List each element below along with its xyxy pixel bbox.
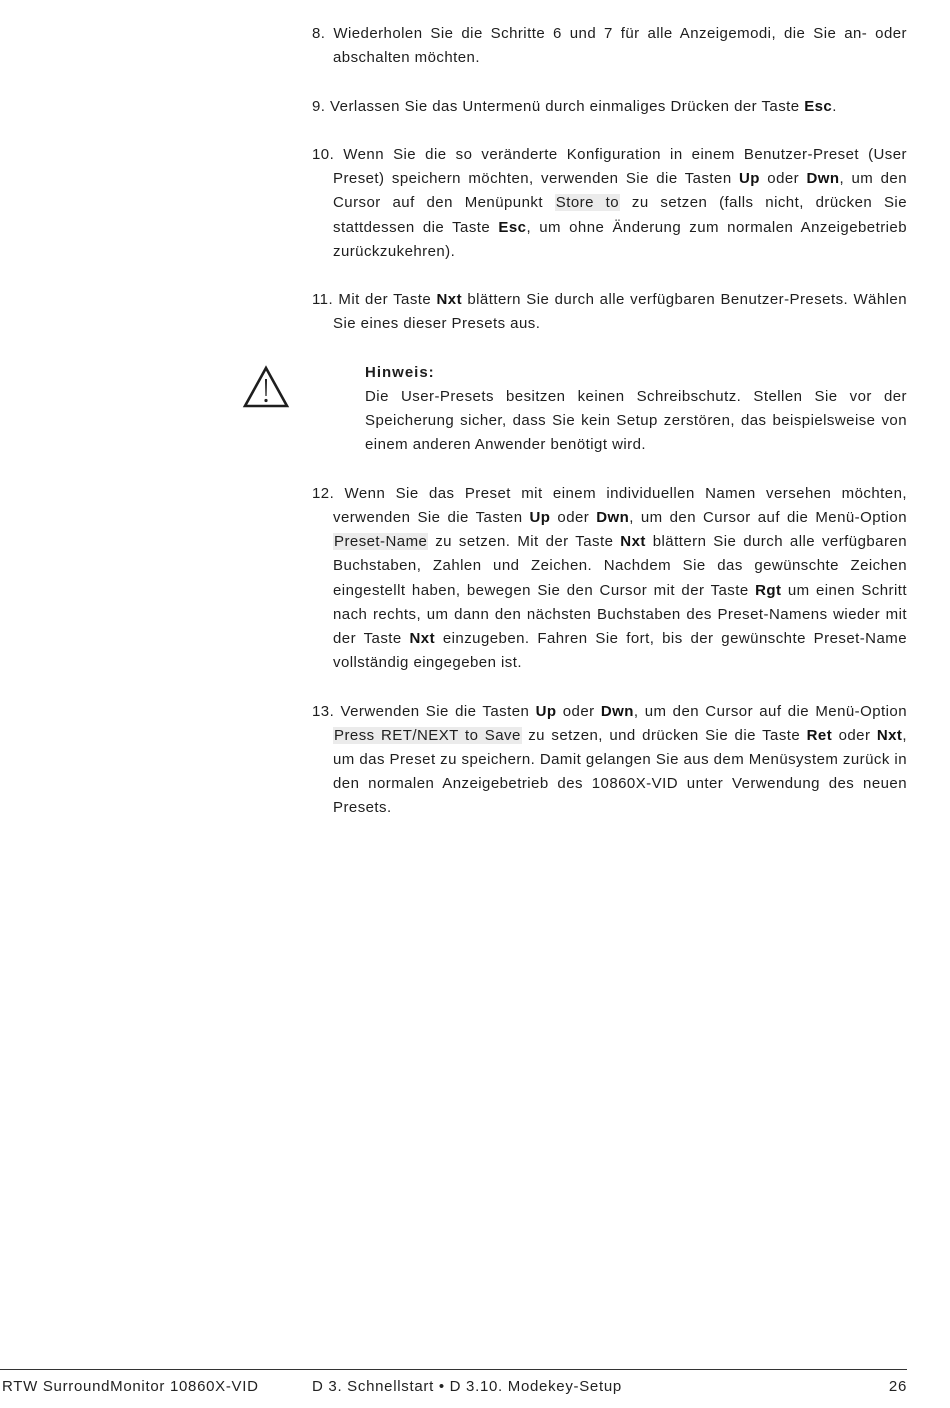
step-number: 10.	[312, 145, 335, 163]
key-up: Up	[739, 170, 760, 188]
step-text: Wenn Sie die so veränderte Konfiguration in einem Benutzer-Preset (User Preset) speichern möchten, verwenden Sie die Tasten	[333, 145, 907, 188]
footer-section: D 3. Schnellstart • D 3.10. Modekey-Setup	[312, 1378, 622, 1395]
step-text: , um den Cursor auf die Menü-Option	[633, 702, 907, 720]
step-text: , um den Cursor auf die Menü-Option	[629, 508, 907, 526]
step-text: oder	[550, 508, 597, 526]
step-12	[312, 482, 907, 676]
key-nxt: Nxt	[409, 630, 436, 647]
step-text: zu setzen (falls nicht, drücken Sie stattdessen die Taste	[333, 194, 907, 236]
step-8	[312, 22, 907, 70]
step-text: Mit der Taste	[338, 291, 437, 309]
key-up: Up	[535, 702, 557, 720]
step-text: Wiederholen Sie die Schritte 6 und 7 für alle Anzeigemodi, die Sie an- oder abschalten möchten.	[333, 25, 907, 67]
key-nxt: Nxt	[436, 291, 463, 309]
step-13	[312, 700, 907, 821]
key-dwn: Dwn	[600, 702, 634, 720]
key-esc: Esc	[498, 218, 527, 236]
step-text: blättern Sie durch alle verfügbaren Buchstaben, Zahlen und Zeichen. Nachdem Sie das gewünschte Zeichen eingestellt haben, bewegen Sie den Cursor mit der Taste	[333, 533, 907, 599]
step-text: oder	[556, 702, 601, 720]
step-text: oder	[832, 726, 877, 744]
key-nxt: Nxt	[876, 726, 903, 744]
key-rgt: Rgt	[755, 581, 782, 599]
step-number: 12.	[312, 484, 335, 502]
step-text: , um das Preset zu speichern. Damit gelangen Sie aus dem Menüsystem zurück in den normalen Anzeigebetrieb des 10860X-VID unter Verwendung des neuen Presets.	[333, 726, 908, 817]
note-title: Hinweis:	[365, 363, 435, 381]
footer-product: RTW SurroundMonitor 10860X-VID	[2, 1378, 259, 1395]
step-11	[312, 288, 907, 336]
footer-page-number: 26	[888, 1378, 907, 1395]
step-text: , um ohne Änderung zum normalen Anzeigebetrieb zurückzukehren).	[333, 218, 908, 260]
menu-item-preset-name: Preset-Name	[334, 533, 428, 551]
key-nxt: Nxt	[620, 533, 646, 551]
note-block	[312, 361, 907, 458]
warning-triangle-icon	[242, 365, 290, 409]
step-9	[312, 95, 907, 119]
key-ret: Ret	[806, 726, 833, 744]
step-text: , um den Cursor auf den Menüpunkt	[333, 170, 908, 212]
step-text: oder	[759, 170, 807, 188]
instruction-list	[312, 22, 907, 845]
note-text: Die User-Presets besitzen keinen Schreibschutz. Stellen Sie vor der Speicherung sicher, dass Sie kein Setup zerstören, das beispielsweise von einem anderen Anwender benötigt wird.	[365, 387, 907, 454]
step-10	[312, 143, 907, 264]
step-text: Verlassen Sie das Untermenü durch einmaliges Drücken der Taste	[330, 97, 805, 115]
step-number: 8.	[312, 25, 326, 42]
step-text: einzugeben. Fahren Sie fort, bis der gewünschte Preset-Name vollständig eingegeben ist.	[333, 630, 907, 672]
step-text: um einen Schritt nach rechts, um dann den nächsten Buchstaben des Preset-Namens wieder mit der Taste	[333, 581, 907, 647]
page-footer	[0, 1369, 907, 1395]
key-dwn: Dwn	[596, 508, 630, 526]
step-number: 13.	[312, 702, 335, 720]
step-text: .	[832, 97, 837, 115]
step-text: Verwenden Sie die Tasten	[340, 702, 536, 720]
step-text: zu setzen. Mit der Taste	[428, 533, 621, 551]
menu-item-press-ret-next-to-save: Press RET/NEXT to Save	[334, 726, 521, 744]
key-dwn: Dwn	[806, 170, 840, 188]
key-up: Up	[529, 508, 551, 526]
step-text: blättern Sie durch alle verfügbaren Benutzer-Presets. Wählen Sie eines dieser Presets aus.	[333, 291, 907, 333]
key-esc: Esc	[804, 97, 833, 115]
step-text: Wenn Sie das Preset mit einem individuellen Namen versehen möchten, verwenden Sie die Tasten	[333, 484, 907, 526]
step-number: 11.	[312, 291, 334, 309]
step-number: 9.	[312, 97, 326, 115]
step-text: zu setzen, und drücken Sie die Taste	[521, 726, 807, 744]
menu-item-store-to: Store to	[555, 194, 620, 212]
